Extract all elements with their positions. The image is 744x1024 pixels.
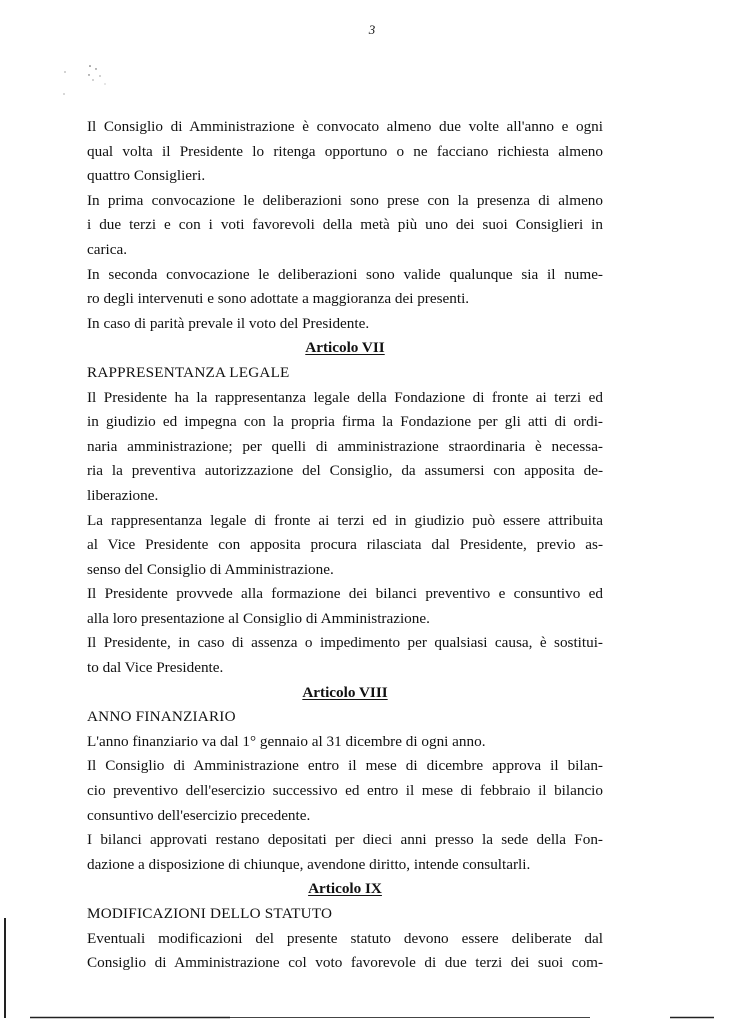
text-line: L'anno finanziario va dal 1° gennaio al 31 dicembre di ogni anno. — [87, 732, 486, 750]
text-line: La rappresentanza legale di fronte ai terzi ed in giudizio può essere attribuita — [87, 511, 603, 529]
text-line: Il Consiglio di Amministrazione è convocato almeno due volte all'anno e ogni — [87, 118, 603, 135]
text-line: In caso di parità prevale il voto del Presidente. — [87, 314, 370, 332]
text-line: In seconda convocazione le deliberazioni sono valide qualunque sia il nume- — [87, 265, 603, 283]
text-line: liberazione. — [87, 486, 159, 504]
text-line: ria la preventiva autorizzazione del Consiglio, da assumersi con apposita de- — [87, 462, 603, 480]
text-line: Consiglio di Amministrazione col voto favorevole di due terzi dei suoi com- — [87, 954, 603, 972]
document-body — [87, 115, 603, 976]
text-line: al Vice Presidente con apposita procura rilasciata dal Presidente, previo as- — [87, 536, 603, 554]
text-line: cio preventivo dell'esercizio successivo ed entro il mese di febbraio il bilancio — [87, 782, 603, 800]
text-line: senso del Consiglio di Amministrazione. — [87, 560, 334, 578]
text-line: quattro Consiglieri. — [87, 167, 206, 185]
article-heading: Articolo VIII — [302, 683, 388, 701]
text-line: in giudizio ed impegna con la propria firma la Fondazione per gli atti di ordi- — [87, 413, 603, 431]
text-line: i due terzi e con i voti favorevoli della metà più uno dei suoi Consiglieri in — [87, 216, 603, 234]
scan-specks — [60, 62, 130, 102]
text-line: consuntivo dell'esercizio precedente. — [87, 806, 311, 824]
text-line: Il Presidente, in caso di assenza o impedimento per qualsiasi causa, è sostitui- — [87, 634, 603, 652]
bottom-rule — [30, 1016, 714, 1019]
text-line: Il Presidente ha la rappresentanza legale della Fondazione di fronte ai terzi ed — [87, 388, 603, 406]
text-line: qual volta il Presidente lo ritenga opportuno o ne facciano richiesta almeno — [87, 142, 603, 160]
text-line: I bilanci approvati restano depositati per dieci anni presso la sede della Fon- — [87, 831, 603, 849]
scan-edge-mark — [4, 918, 6, 1018]
text-line: to dal Vice Presidente. — [87, 659, 224, 677]
article-heading: Articolo VII — [305, 339, 385, 357]
text-line: ro degli intervenuti e sono adottate a maggioranza dei presenti. — [87, 290, 470, 308]
text-line: dazione a disposizione di chiunque, avendone diritto, intende consultarli. — [87, 855, 531, 873]
text-line: Il Presidente provvede alla formazione dei bilanci preventivo e consuntivo ed — [87, 585, 603, 603]
text-line: naria amministrazione; per quelli di amministrazione straordinaria è necessa- — [87, 437, 603, 455]
text-line: Il Consiglio di Amministrazione entro il mese di dicembre approva il bilan- — [87, 757, 603, 775]
section-title: RAPPRESENTANZA LEGALE — [87, 363, 290, 381]
text-line: carica. — [87, 240, 128, 258]
text-line: alla loro presentazione al Consiglio di Amministrazione. — [87, 609, 430, 627]
page-number: 3 — [368, 22, 376, 37]
text-line: In prima convocazione le deliberazioni sono prese con la presenza di almeno — [87, 191, 603, 209]
text-line: Eventuali modificazioni del presente statuto devono essere deliberate dal — [87, 929, 603, 947]
article-heading: Articolo IX — [308, 880, 382, 898]
section-title: ANNO FINANZIARIO — [87, 708, 236, 726]
section-title: MODIFICAZIONI DELLO STATUTO — [87, 905, 333, 922]
